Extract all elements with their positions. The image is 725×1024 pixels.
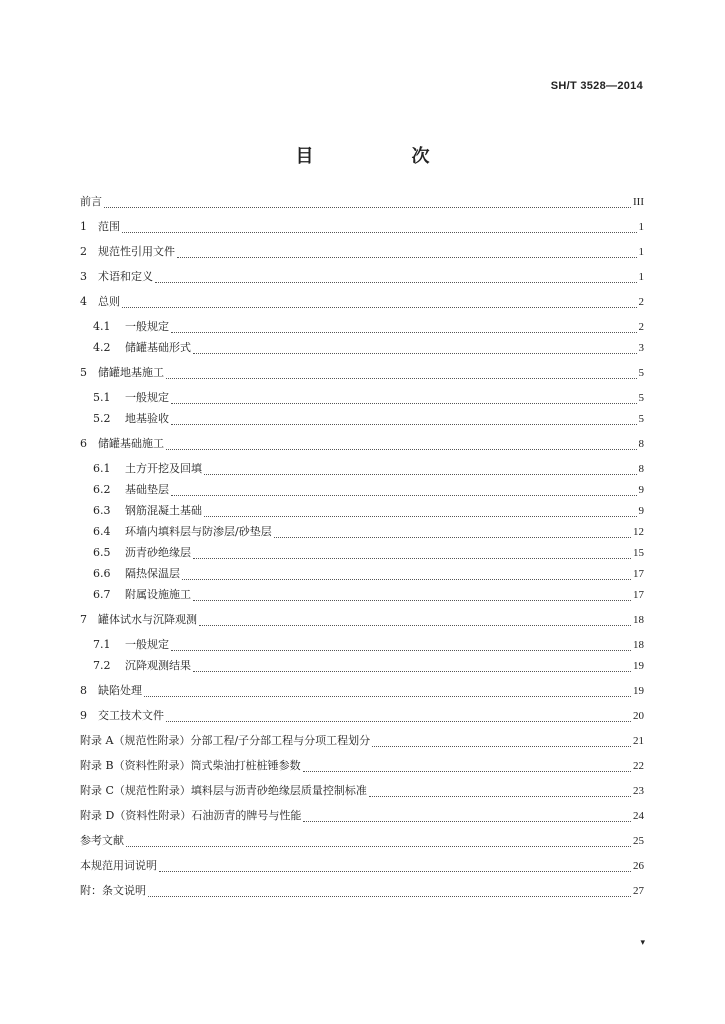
toc-entry-title: 一般规定 bbox=[125, 391, 169, 404]
toc-leader-dots bbox=[171, 415, 637, 425]
toc-entry[interactable] bbox=[80, 833, 644, 849]
toc-entry-number: 3 bbox=[80, 270, 87, 283]
toc-entry-text bbox=[80, 808, 301, 823]
toc-leader-dots bbox=[274, 528, 631, 538]
toc-entry-title: 附录 A（规范性附录）分部工程/子分部工程与分项工程划分 bbox=[80, 734, 371, 747]
toc-page-number: 5 bbox=[638, 413, 644, 425]
toc-entry-text bbox=[93, 637, 169, 652]
toc-entry-text bbox=[80, 758, 301, 773]
toc-leader-dots bbox=[159, 862, 631, 872]
toc-page-number: 17 bbox=[633, 589, 644, 601]
toc-page-number: 5 bbox=[638, 392, 644, 404]
toc-entry-number: 7 bbox=[80, 613, 87, 626]
toc-entry-title: 基础垫层 bbox=[125, 483, 169, 496]
toc-page-number: 9 bbox=[638, 505, 644, 517]
toc-entry-text bbox=[80, 436, 164, 451]
toc-entry-title: 本规范用词说明 bbox=[80, 859, 157, 872]
toc-page-number: 23 bbox=[633, 785, 644, 797]
toc-entry[interactable] bbox=[80, 524, 644, 540]
toc-page-number: 1 bbox=[638, 271, 644, 283]
toc-entry[interactable] bbox=[80, 219, 644, 235]
toc-entry-text bbox=[80, 833, 124, 848]
toc-entry[interactable] bbox=[80, 708, 644, 724]
toc-page-number: 26 bbox=[633, 860, 644, 872]
toc-entry[interactable] bbox=[80, 883, 644, 899]
toc-entry-text bbox=[80, 244, 175, 259]
toc-leader-dots bbox=[372, 737, 631, 747]
toc-page-number: 25 bbox=[633, 835, 644, 847]
toc-entry[interactable] bbox=[80, 390, 644, 406]
toc-entry-title: 储罐基础形式 bbox=[125, 341, 191, 354]
toc-entry-number: 6.5 bbox=[93, 546, 111, 559]
toc-entry[interactable] bbox=[80, 733, 644, 749]
toc-leader-dots bbox=[204, 465, 637, 475]
toc-leader-dots bbox=[166, 440, 637, 450]
toc-leader-dots bbox=[204, 507, 637, 517]
toc-entry[interactable] bbox=[80, 612, 644, 628]
toc-entry-text bbox=[80, 733, 370, 748]
toc-entry-text bbox=[80, 194, 102, 209]
toc-page-number: 5 bbox=[638, 367, 644, 379]
toc-entry-number: 4 bbox=[80, 295, 87, 308]
toc-entry-title: 附录 B（资料性附录）筒式柴油打桩桩锤参数 bbox=[80, 759, 301, 772]
toc-page-number: 2 bbox=[638, 321, 644, 333]
toc-entry-title: 隔热保温层 bbox=[125, 567, 180, 580]
toc-entry[interactable] bbox=[80, 783, 644, 799]
toc-entry[interactable] bbox=[80, 587, 644, 603]
toc-entry-number: 2 bbox=[80, 245, 87, 258]
toc-entry-text bbox=[93, 503, 202, 518]
toc-entry[interactable] bbox=[80, 436, 644, 452]
toc-entry-title: 附录 C（规范性附录）填料层与沥青砂绝缘层质量控制标准 bbox=[80, 784, 367, 797]
toc-entry[interactable] bbox=[80, 269, 644, 285]
toc-entry-number: 7.2 bbox=[93, 659, 111, 672]
toc-page-number: 2 bbox=[638, 296, 644, 308]
toc-page-number: 19 bbox=[633, 685, 644, 697]
toc-page-number: III bbox=[633, 196, 644, 208]
toc-entry-title: 储罐基础施工 bbox=[98, 437, 164, 450]
toc-leader-dots bbox=[303, 762, 631, 772]
toc-leader-dots bbox=[104, 198, 631, 208]
toc-entry-title: 缺陷处理 bbox=[98, 684, 142, 697]
toc-leader-dots bbox=[122, 298, 637, 308]
standard-code: SH/T 3528—2014 bbox=[550, 80, 643, 92]
toc-entry[interactable] bbox=[80, 365, 644, 381]
toc-entry-title: 沉降观测结果 bbox=[125, 659, 191, 672]
toc-entry[interactable] bbox=[80, 566, 644, 582]
toc-entry[interactable] bbox=[80, 637, 644, 653]
toc-entry-text bbox=[80, 783, 367, 798]
toc-entry-title: 地基验收 bbox=[125, 412, 169, 425]
toc-leader-dots bbox=[122, 223, 637, 233]
toc-page-number: 12 bbox=[633, 526, 644, 538]
toc-entry-number: 6.2 bbox=[93, 483, 111, 496]
table-of-contents bbox=[80, 194, 644, 899]
toc-page-number: 1 bbox=[638, 246, 644, 258]
toc-entry-text bbox=[80, 365, 164, 380]
toc-entry-title: 附属设施施工 bbox=[125, 588, 191, 601]
toc-leader-dots bbox=[171, 641, 631, 651]
toc-leader-dots bbox=[303, 812, 631, 822]
toc-page-number: 17 bbox=[633, 568, 644, 580]
toc-entry[interactable] bbox=[80, 683, 644, 699]
toc-leader-dots bbox=[171, 394, 637, 404]
toc-page-number: 9 bbox=[638, 484, 644, 496]
toc-entry-text bbox=[93, 545, 191, 560]
toc-leader-dots bbox=[369, 787, 631, 797]
toc-page-number: 20 bbox=[633, 710, 644, 722]
toc-entry-text bbox=[80, 219, 120, 234]
toc-entry[interactable] bbox=[80, 545, 644, 561]
toc-entry[interactable] bbox=[80, 658, 644, 674]
toc-entry-number: 6.1 bbox=[93, 462, 111, 475]
toc-entry-title: 范围 bbox=[98, 220, 120, 233]
toc-entry-text bbox=[93, 319, 169, 334]
toc-entry-number: 6 bbox=[80, 437, 87, 450]
toc-entry[interactable] bbox=[80, 758, 644, 774]
toc-leader-dots bbox=[166, 712, 631, 722]
toc-leader-dots bbox=[171, 486, 637, 496]
toc-entry-title: 前言 bbox=[80, 195, 102, 208]
page-title: 目 次 bbox=[295, 146, 470, 167]
toc-entry-text bbox=[80, 612, 197, 627]
toc-entry-number: 7.1 bbox=[93, 638, 111, 651]
toc-entry-text bbox=[80, 294, 120, 309]
toc-leader-dots bbox=[148, 887, 631, 897]
toc-leader-dots bbox=[182, 570, 631, 580]
toc-entry[interactable] bbox=[80, 503, 644, 519]
page-corner-mark: ▾ bbox=[640, 938, 645, 948]
toc-page-number: 18 bbox=[633, 639, 644, 651]
toc-entry-number: 5 bbox=[80, 366, 87, 379]
toc-page-number: 19 bbox=[633, 660, 644, 672]
toc-entry-text bbox=[93, 524, 272, 539]
toc-entry-text bbox=[80, 858, 157, 873]
toc-page-number: 22 bbox=[633, 760, 644, 772]
toc-entry-text bbox=[93, 587, 191, 602]
toc-entry-number: 6.7 bbox=[93, 588, 111, 601]
toc-leader-dots bbox=[193, 549, 631, 559]
toc-leader-dots bbox=[166, 369, 637, 379]
toc-entry-text bbox=[93, 390, 169, 405]
toc-entry[interactable] bbox=[80, 244, 644, 260]
toc-entry[interactable] bbox=[80, 461, 644, 477]
toc-entry-title: 一般规定 bbox=[125, 638, 169, 651]
toc-entry-text bbox=[93, 566, 180, 581]
toc-entry-number: 5.1 bbox=[93, 391, 111, 404]
toc-page-number: 1 bbox=[638, 221, 644, 233]
toc-entry-title: 附：条文说明 bbox=[80, 884, 146, 897]
toc-entry-number: 6.6 bbox=[93, 567, 111, 580]
toc-entry-text bbox=[93, 482, 169, 497]
toc-leader-dots bbox=[199, 616, 631, 626]
toc-entry-text bbox=[80, 708, 164, 723]
toc-page-number: 8 bbox=[638, 463, 644, 475]
toc-entry-text bbox=[93, 461, 202, 476]
toc-page-number: 21 bbox=[633, 735, 644, 747]
toc-entry-text bbox=[93, 340, 191, 355]
toc-entry-title: 储罐地基施工 bbox=[98, 366, 164, 379]
toc-entry[interactable] bbox=[80, 194, 644, 210]
toc-entry-text bbox=[80, 269, 153, 284]
toc-entry-title: 附录 D（资料性附录）石油沥青的牌号与性能 bbox=[80, 809, 302, 822]
toc-page-number: 18 bbox=[633, 614, 644, 626]
toc-entry-title: 罐体试水与沉降观测 bbox=[98, 613, 197, 626]
toc-entry-number: 6.3 bbox=[93, 504, 111, 517]
toc-leader-dots bbox=[171, 323, 637, 333]
toc-entry-title: 交工技术文件 bbox=[98, 709, 164, 722]
toc-entry-text bbox=[93, 658, 191, 673]
toc-entry-text bbox=[80, 683, 142, 698]
toc-entry[interactable] bbox=[80, 858, 644, 874]
toc-entry-text bbox=[80, 883, 146, 898]
toc-entry[interactable] bbox=[80, 808, 644, 824]
toc-leader-dots bbox=[155, 273, 637, 283]
toc-entry-text bbox=[93, 411, 169, 426]
toc-page-number: 15 bbox=[633, 547, 644, 559]
toc-entry[interactable] bbox=[80, 482, 644, 498]
toc-leader-dots bbox=[126, 837, 631, 847]
toc-leader-dots bbox=[193, 344, 637, 354]
toc-page-number: 24 bbox=[633, 810, 644, 822]
toc-entry-title: 沥青砂绝缘层 bbox=[125, 546, 191, 559]
toc-entry-number: 4.1 bbox=[93, 320, 111, 333]
toc-leader-dots bbox=[177, 248, 637, 258]
toc-entry-title: 钢筋混凝土基础 bbox=[125, 504, 202, 517]
toc-entry-title: 环墙内填料层与防渗层/砂垫层 bbox=[125, 525, 272, 538]
toc-entry-number: 6.4 bbox=[93, 525, 111, 538]
toc-entry-number: 8 bbox=[80, 684, 87, 697]
toc-page-number: 27 bbox=[633, 885, 644, 897]
toc-leader-dots bbox=[144, 687, 631, 697]
toc-entry-title: 规范性引用文件 bbox=[98, 245, 175, 258]
toc-entry-number: 5.2 bbox=[93, 412, 111, 425]
toc-entry-title: 参考文献 bbox=[80, 834, 124, 847]
toc-entry[interactable] bbox=[80, 411, 644, 427]
toc-entry-number: 4.2 bbox=[93, 341, 111, 354]
toc-leader-dots bbox=[193, 591, 631, 601]
toc-entry[interactable] bbox=[80, 294, 644, 310]
toc-entry-number: 1 bbox=[80, 220, 87, 233]
toc-entry-number: 9 bbox=[80, 709, 87, 722]
toc-entry-title: 土方开挖及回填 bbox=[125, 462, 202, 475]
toc-leader-dots bbox=[193, 662, 631, 672]
toc-entry-title: 总则 bbox=[98, 295, 120, 308]
toc-entry[interactable] bbox=[80, 340, 644, 356]
toc-entry[interactable] bbox=[80, 319, 644, 335]
toc-entry-title: 一般规定 bbox=[125, 320, 169, 333]
toc-page-number: 8 bbox=[638, 438, 644, 450]
toc-page-number: 3 bbox=[638, 342, 644, 354]
toc-entry-title: 术语和定义 bbox=[98, 270, 153, 283]
